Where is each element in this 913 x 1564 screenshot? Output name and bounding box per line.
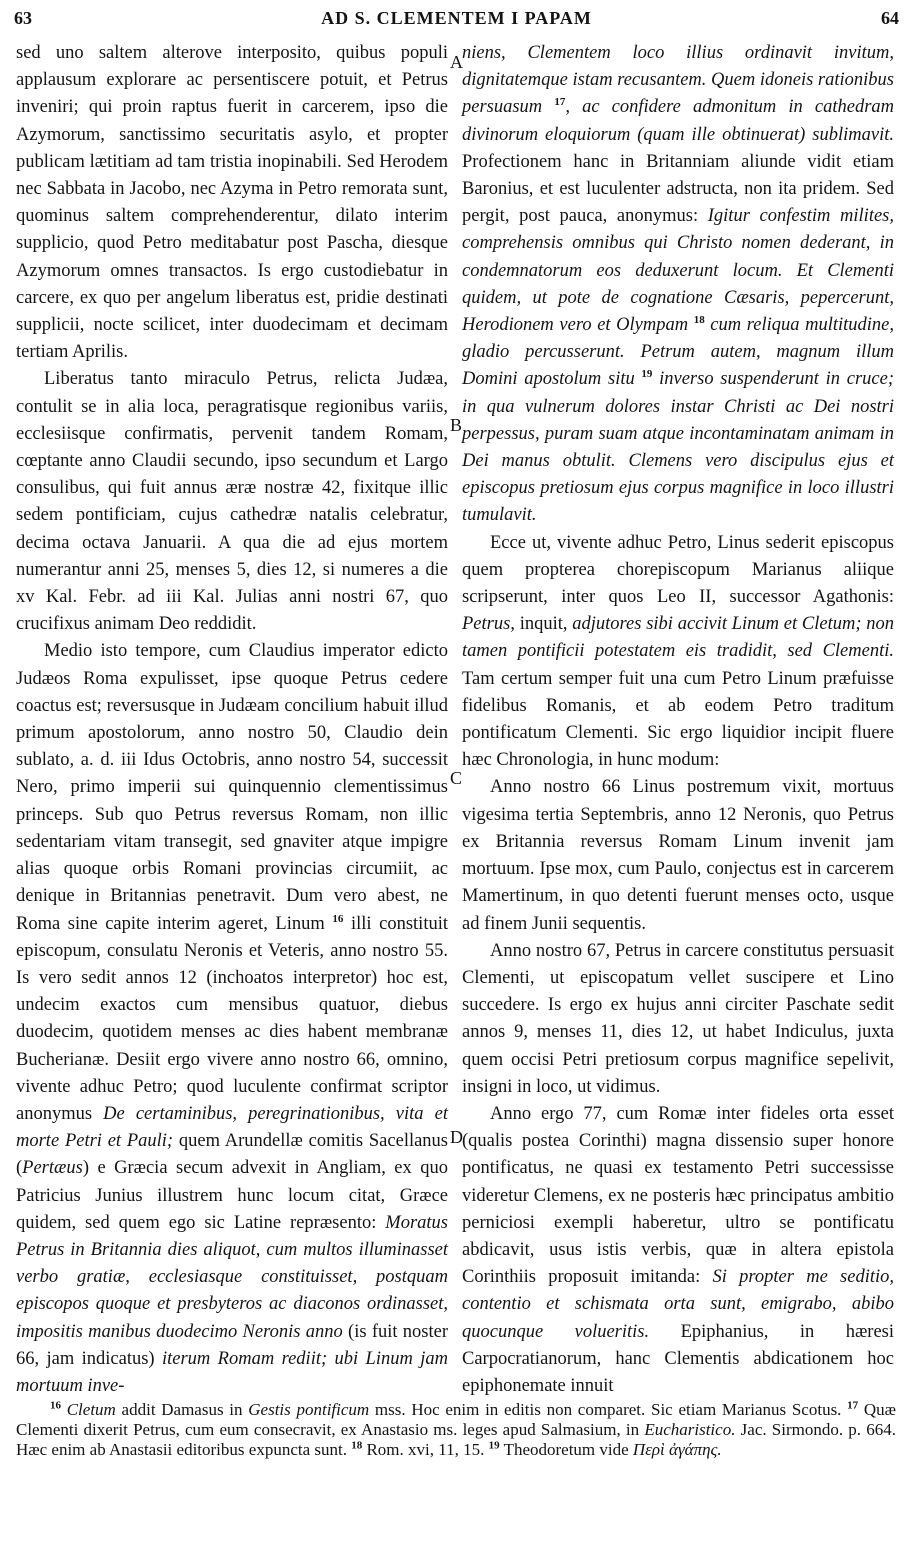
- right-column-paragraph: [462, 1101, 894, 1400]
- italic-text: Moratus Petrus in Britannia dies aliquot, cum multos illuminasset verbo gratiæ, ecclesiasque constituisset, postquam episcopos quoque et presbyteros ac diaconos ordinasset, impositis manibus duodecimo Neronis anno: [16, 1212, 448, 1342]
- text-run: inquit,: [514, 614, 573, 635]
- left-column-paragraph: [16, 40, 448, 366]
- footnotes: [16, 1400, 896, 1460]
- left-column: [16, 40, 448, 1400]
- text-run: Quæ Clementi dixerit Petrus, cum eum consecravit, ex Anastasio ms. leges apud Salmasium, in: [16, 1400, 896, 1439]
- footnote-paragraph: [16, 1400, 896, 1460]
- page-number-left: 63: [14, 8, 32, 28]
- text-run: Theodoretum vide: [499, 1440, 633, 1459]
- text-run: Epiphanius, in hæresi Carpocratianorum, hanc Clementis abdicationem hoc epiphonemate innuit: [462, 1321, 894, 1396]
- text-run: Ecce ut, vivente adhuc Petro, Linus sederit episcopus quem propterea chorepiscopum Marianus aliique scripserunt, inter quos Leo II, successor Agathonis:: [462, 532, 894, 608]
- right-column-paragraph: [462, 938, 894, 1101]
- text-run: mss. Hoc enim in editis non comparet. Sic etiam Marianus Scotus.: [369, 1400, 848, 1419]
- italic-text: De certaminibus, peregrinationibus, vita et morte Petri et Pauli;: [16, 1103, 448, 1152]
- page-number-right: 64: [881, 8, 899, 28]
- footnote-ref: 16: [332, 912, 344, 925]
- footnote-ref: 19: [488, 1439, 500, 1452]
- margin-letter-a: A: [450, 52, 463, 72]
- left-column-paragraph: [16, 638, 448, 1400]
- right-column: [462, 40, 894, 1400]
- text-run: Rom. xvi, 11, 15.: [362, 1440, 489, 1459]
- text-run: quem Arundellæ comitis Sacellanus (: [16, 1131, 449, 1179]
- right-column-paragraph: [462, 530, 894, 775]
- right-column-paragraph: [462, 40, 894, 530]
- margin-letter-c: C: [450, 768, 463, 788]
- footnote-ref: 17: [554, 96, 566, 109]
- text-run: Medio isto tempore, cum Claudius imperator edicto Judæos Roma expulisset, ipse quoque Petrus cedere coactus est; reversusque in Judæam concilium habuit illud primum apostolorum, anno nostro 50, Claudio dein sublato, a. d. iii Idus Octobris, anno nostro 54, successit Nero, primo imperii sui quinquennio clementissimus princeps. Sub quo Petrus reversus Romam, non illic sedentariam vitam transegit, sed gnaviter atque impigre alias quoque orbis Romani provincias circumiit, ac denique in Britannias penetravit. Dum vero abest, ne Roma sine capite interim ageret, Linum: [16, 641, 448, 934]
- text-run: (is fuit noster 66, jam indicatus): [16, 1321, 449, 1369]
- italic-text: Eucharistico.: [644, 1420, 736, 1439]
- italic-text: , ac confidere admonitum in cathedram divinorum eloquiorum (quam ille obtinuerat) sublimavit.: [462, 97, 895, 145]
- italic-text: Περὶ ἀγάπης.: [632, 1440, 722, 1459]
- italic-text: cum reliqua multitudine, gladio percusserunt. Petrum autem, magnum illum Domini apostolum situ: [462, 315, 894, 390]
- running-header: [14, 8, 899, 36]
- right-column-paragraph: [462, 774, 894, 937]
- italic-text: Pertæus: [22, 1158, 83, 1179]
- running-title: AD S. CLEMENTEM I PAPAM: [321, 8, 592, 28]
- text-run: Profectionem hanc in Britanniam aliunde vidit etiam Baronius, et est luculenter adstructa, non ita pridem. Sed pergit, post pauca, anonymus:: [462, 151, 894, 227]
- footnote-ref: 17: [847, 1399, 859, 1412]
- text-run: illi constituit episcopum, consulatu Neronis et Veteris, anno nostro 55. Is vero sedit annos 12 (inchoatos interpretor) hoc est, undecim exactos cum mensibus quatuor, diebus duodecim, quotidem menses ac dies habent membranæ Bucherianæ. Desiit ergo vivere anno nostro 66, omnino, vivente adhuc Petro; quod luculente confirmat scriptor anonymus: [16, 913, 448, 1124]
- text-run: sed uno saltem alterove interposito, quibus populi applausum explorare ac persentiscere potuit, et Petrus inveniri; qui proin raptus fuerit in carcerem, ipso die Azymorum, sanctissimo securitatis asylo, et propter publicam lætitiam ad tam tristia inopinabili. Sed Herodem nec Sabbata in Jacobo, nec Azyma in Petro remorata sunt, quominus saltem comprehenderentur, dilato interim supplicio, quod Petro meditabatur post Pascha, diesque Azymorum omnes transactos. Is ergo custodiebatur in carcere, ex quo per angelum liberatus est, pridie destinati supplicii, nocte scilicet, inter duodecimam et decimam tertiam Aprilis.: [16, 43, 448, 363]
- italic-text: niens, Clementem loco illius ordinavit invitum, dignitatemque istam recusantem. Quem idoneis rationibus persuasum: [462, 43, 894, 118]
- margin-letter-d: D: [450, 1127, 463, 1147]
- italic-text: adjutores sibi accivit Linum et Cletum; non tamen pontificii potestatem eis tradidit, sed Clementi.: [462, 614, 895, 662]
- italic-text: Gestis pontificum: [248, 1400, 370, 1419]
- text-run: ) e Græcia secum advexit in Angliam, ex quo Patricius Junius illustrem hunc locum citat, Græce quidem, sed quem ego sic Latine repræsento:: [16, 1158, 448, 1233]
- text-run: Anno nostro 67, Petrus in carcere constitutus persuasit Clementi, ut episcopatum vellet suscipere et Lino succedere. Is ergo ex hujus anni circiter Paschate sedit annos 9, menses 11, dies 12, ut habet Indiculus, juxta quem occisi Petri pretiosum corpus magnifice sepelivit, insigni in loco, ut vidimus.: [462, 940, 894, 1097]
- italic-text: inverso suspenderunt in cruce; in qua vulnerum dolores instar Christi ac Dei nostri perpessus, puram suam atque incontaminatam animam in Dei manus obtulit. Clemens vero discipulus ejus et episcopus pretiosum ejus corpus magnifice in loco illustri tumulavit.: [462, 369, 894, 526]
- text-run: Anno nostro 66 Linus postremum vixit, mortuus vigesima tertia Septembris, anno 12 Neronis, quo Petrus ex Britannia reversus Romam Linum invenit jam mortuum. Ipse mox, cum Paulo, conjectus est in carcerem Mamertinum, in quo detenti fuerunt menses octo, usque ad finem Junii sequentis.: [462, 777, 894, 934]
- text-run: Tam certum semper fuit una cum Petro Linum præfuisse fidelibus Romanis, et ab eodem Petro traditum pontificatum Clementi. Sic ergo liquidior incipit fluere hæc Chronologia, in hunc modum:: [462, 668, 894, 771]
- text-run: Anno ergo 77, cum Romæ inter fideles orta esset (qualis postea Corinthi) magna dissensio super honore pontificatus, ne quasi ex testamento Petri successisse videretur Clemens, ex ne posteris hæc principatus ambitio perniciosi exempli haberetur, ultro se pontificatu abdicavit, usus istis verbis, quæ in altera epistola Corinthiis proposuit imitanda:: [462, 1103, 894, 1288]
- footnote-ref: 18: [351, 1439, 363, 1452]
- italic-text: Cletum: [66, 1400, 116, 1419]
- text-run: Jac. Sirmondo. p. 664. Hæc enim ab Anastasii editoribus expuncta sunt.: [16, 1420, 896, 1459]
- italic-text: iterum Romam rediit; ubi Linum jam mortuum inve-: [16, 1348, 448, 1396]
- left-column-paragraph: [16, 366, 448, 638]
- footnote-ref: 16: [50, 1399, 61, 1412]
- text-run: Liberatus tanto miraculo Petrus, relicta Judæa, contulit se in alia loca, peragratisque regionibus variis, ecclesiisque confirmatis, pervenit tandem Romam, cœptante anno Claudii secundo, ipso secundum et Largo consulibus, qui fuit annus æræ nostræ 42, fixitque illic sedem pontificiam, cujus cathedræ natalis celebratur, decima octava Januarii. A qua die ad ejus mortem numerantur anni 25, menses 5, dies 12, si numeres a die xv Kal. Febr. ad iii Kal. Julias anni nostri 67, quo crucifixus animam Deo reddidit.: [16, 369, 448, 635]
- italic-text: Igitur confestim milites, comprehensis omnibus qui Christo nomen dederant, in condemnatorum eos deduxerunt locum. Et Clementi quidem, ut pote de cognatione Cæsaris, pepercerunt, Herodionem vero et Olympam: [462, 206, 895, 336]
- margin-letter-b: B: [450, 415, 463, 435]
- text-run: addit Damasus in: [115, 1400, 249, 1419]
- footnote-ref: 18: [693, 313, 705, 326]
- italic-text: Si propter me seditio, contentio et schismata orta sunt, emigrabo, abibo quocunque volueritis.: [462, 1267, 894, 1342]
- italic-text: Petrus,: [462, 614, 515, 635]
- footnote-ref: 19: [641, 368, 653, 381]
